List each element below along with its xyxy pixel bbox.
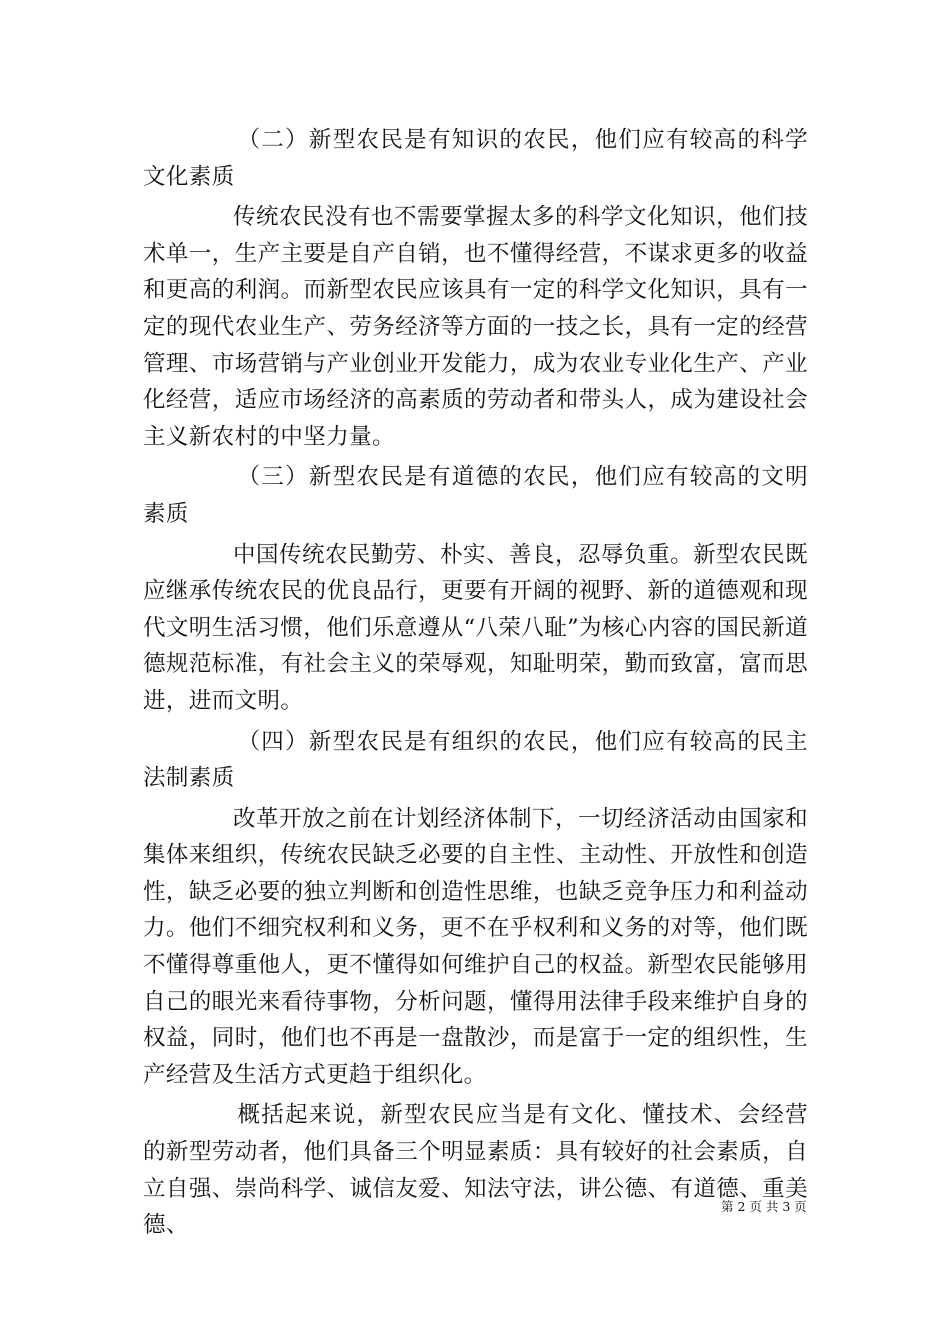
section-heading-2: （二）新型农民是有知识的农民，他们应有较高的科学文化素质 xyxy=(143,127,808,190)
document-body xyxy=(143,122,808,1248)
page-number-footer: 第 2 页 共 3 页 xyxy=(721,1199,807,1214)
body-paragraph-1: 传统农民没有也不需要掌握太多的科学文化知识，他们技术单一，生产主要是自产自销，也不懂得经营，不谋求更多的收益和更高的利润。而新型农民应该具有一定的科学文化知识，具有一定的现代农业生产、劳务经济等方面的一技之长，具有一定的经营管理、市场营销与产业创业开发能力，成为农业专业化生产、产业化经营，适应市场经济的高素质的劳动者和带头人，成为建设社会主义新农村的中坚力量。 xyxy=(143,204,808,450)
body-paragraph-2: 中国传统农民勤劳、朴实、善良，忍辱负重。新型农民既应继承传统农民的优良品行，更要有开阔的视野、新的道德观和现代文明生活习惯，他们乐意遵从“八荣八耻”为核心内容的国民新道德规范标准，有社会主义的荣辱观，知耻明荣，勤而致富，富而思进，进而文明。 xyxy=(143,541,809,714)
body-paragraph-4: 概括起来说，新型农民应当是有文化、懂技术、会经营的新型劳动者，他们具备三个明显素质：具有较好的社会素质，自立自强、崇尚科学、诚信友爱、知法守法，讲公德、有道德、重美德、 xyxy=(143,1102,808,1239)
section-heading-3: （三）新型农民是有道德的农民，他们应有较高的文明素质 xyxy=(143,464,808,527)
body-paragraph-3: 改革开放之前在计划经济体制下，一切经济活动由国家和集体来组织，传统农民缺乏必要的自主性、主动性、开放性和创造性，缺乏必要的独立判断和创造性思维，也缺乏竞争压力和利益动力。他们不细究权利和义务，更不在乎权利和义务的对等，他们既不懂得尊重他人，更不懂得如何维护自己的权益。新型农民能够用自己的眼光来看待事物，分析问题，懂得用法律手段来维护自身的权益，同时，他们也不再是一盘散沙，而是富于一定的组织性，生产经营及生活方式更趋于组织化。 xyxy=(143,805,808,1088)
section-heading-4: （四）新型农民是有组织的农民，他们应有较高的民主法制素质 xyxy=(143,728,808,792)
